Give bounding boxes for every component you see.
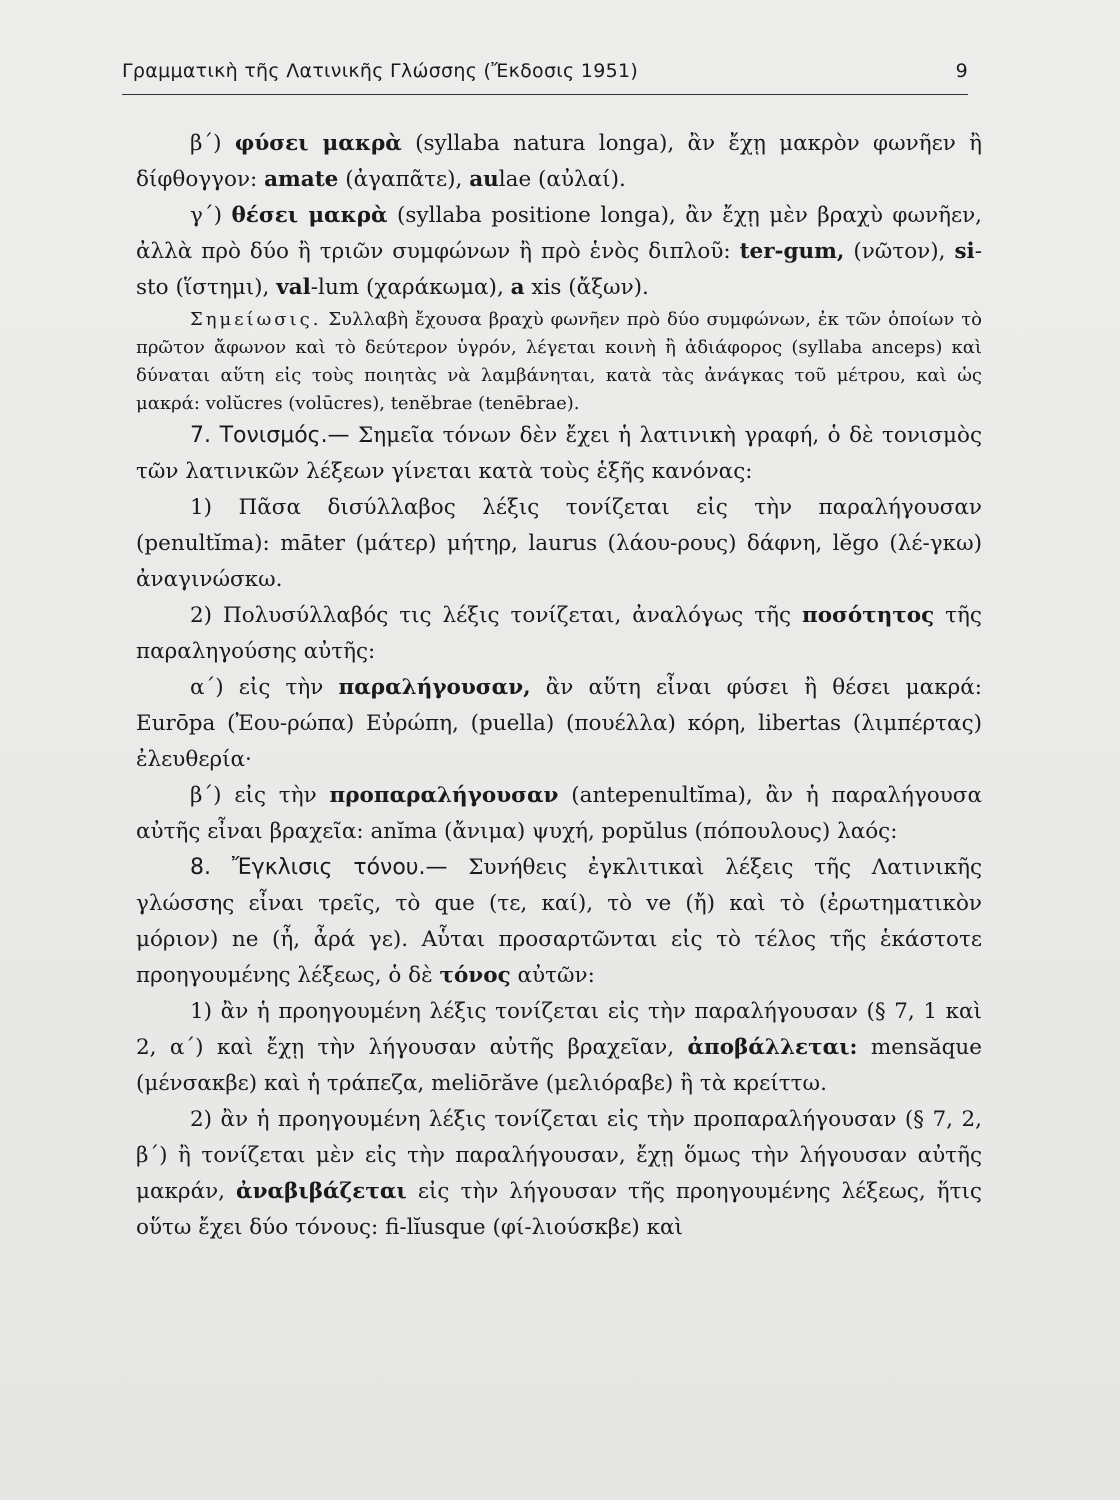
running-header — [122, 60, 968, 90]
section-8-intro: 8. Ἔγκλισις τόνου.— Συνήθεις ἐγκλιτικαὶ λέξεις τῆς Λατινικῆς γλώσσης εἶναι τρεῖς, τὸ que (τε, καί), τὸ ve (ἤ) καὶ τὸ (ἐρωτηματικὸν μόριον) ne (ἦ, ἆρά γε). Αὗται προσαρτῶνται εἰς τὸ τέλος τῆς ἑκάστοτε προηγουμένης λέξεως, ὁ δὲ τόνος αὐτῶν: — [136, 855, 982, 988]
section-7-intro: 7. Τονισμός.— Σημεῖα τόνων δὲν ἔχει ἡ λατινικὴ γραφή, ὁ δὲ τονισμὸς τῶν λατινικῶν λέξεων γίνεται κατὰ τοὺς ἑξῆς κανόνας: — [136, 423, 982, 484]
note-text: Συλλαβὴ ἔχουσα βραχὺ φωνῆεν πρὸ δύο συμφώνων, ἐκ τῶν ὁποίων τὸ πρῶτον ἄφωνον καὶ τὸ δεύτερον ὑγρόν, λέγεται κοινὴ ἢ ἀδιάφορος (syllaba anceps) καὶ δύναται αὕτη εἰς τοὺς ποιητὰς νὰ λαμβάνηται, κατὰ τὰς ἀνάγκας τοῦ μέτρου, καὶ ὡς μακρά: volŭcres (volūcres), tenĕbrae (tenēbrae). — [136, 309, 982, 414]
paragraph-positione-longa: γ΄) θέσει μακρὰ (syllaba positione longa), ἂν ἔχῃ μὲν βραχὺ φωνῆεν, ἀλλὰ πρὸ δύο ἢ τριῶν συμφώνων ἢ πρὸ ἑνὸς διπλοῦ: ter-gum, (νῶτον), si-sto (ἵστημι), val-lum (χαράκωμα), a xis (ἄξων). — [136, 203, 982, 300]
section-7-rule-2a: α΄) εἰς τὴν παραλήγουσαν, ἂν αὕτη εἶναι φύσει ἢ θέσει μακρά: Eurōpa (Ἐου-ρώπα) Εὐρώπη, (puella) (πουέλλα) κόρη, libertas (λιμπέρτας) ἐλευθερία· — [136, 675, 982, 772]
term-positione-longa: θέσει μακρὰ — [231, 203, 388, 228]
header-rule — [122, 94, 968, 95]
section-8-rule-2: 2) ἂν ἡ προηγουμένη λέξις τονίζεται εἰς τὴν προπαραλήγουσαν (§ 7, 2, β΄) ἢ τονίζεται μὲν εἰς τὴν παραλήγουσαν, ἔχῃ ὅμως τὴν λήγουσαν αὐτῆς μακράν, ἀναβιβάζεται εἰς τὴν λήγουσαν τῆς προηγουμένης λέξεως, ἥτις οὕτω ἔχει δύο τόνους: fi-lĭusque (φί-λιούσκβε) καὶ — [136, 1107, 982, 1240]
note-paragraph — [136, 306, 982, 418]
section-7-rule-2b: β΄) εἰς τὴν προπαραλήγουσαν (antepenultĭma), ἂν ἡ παραλήγουσα αὐτῆς εἶναι βραχεῖα: anĭma (ἄνιμα) ψυχή, popŭlus (πόπουλους) λαός: — [136, 783, 983, 844]
page-number: 9 — [955, 60, 968, 82]
running-title: Γραμματικὴ τῆς Λατινικῆς Γλώσσης (Ἔκδοσις 1951) — [122, 60, 639, 82]
section-8-heading: 8. Ἔγκλισις τόνου.— — [190, 855, 448, 880]
section-7-rule-1: 1) Πᾶσα δισύλλαβος λέξις τονίζεται εἰς τὴν παραλήγουσαν (penultĭma): māter (μάτερ) μήτηρ, laurus (λάου-ρους) δάφνη, lĕgo (λέ-γκω) ἀναγινώσκω. — [136, 495, 982, 592]
section-7-rule-2: 2) Πολυσύλλαβός τις λέξις τονίζεται, ἀναλόγως τῆς ποσότητος τῆς παραληγούσης αὐτῆς: — [136, 603, 982, 664]
section-7-heading: 7. Τονισμός.— — [190, 423, 350, 448]
term-natura-longa: φύσει μακρὰ — [234, 131, 402, 156]
note-label: Σημείωσις. — [190, 309, 322, 330]
paragraph-natura-longa: β΄) φύσει μακρὰ (syllaba natura longa), ἂν ἔχῃ μακρὸν φωνῆεν ἢ δίφθογγον: amate (ἀγαπᾶτε), aulae (αὐλαί). — [136, 131, 982, 192]
page-body — [136, 126, 982, 1246]
section-8-rule-1: 1) ἂν ἡ προηγουμένη λέξις τονίζεται εἰς τὴν παραλήγουσαν (§ 7, 1 καὶ 2, α΄) καὶ ἔχῃ τὴν λήγουσαν αὐτῆς βραχεῖαν, ἀποβάλλεται: mensăque (μένσακβε) καὶ ἡ τράπεζα, meliōrăve (μελιόραβε) ἢ τὰ κρείττω. — [136, 999, 982, 1096]
